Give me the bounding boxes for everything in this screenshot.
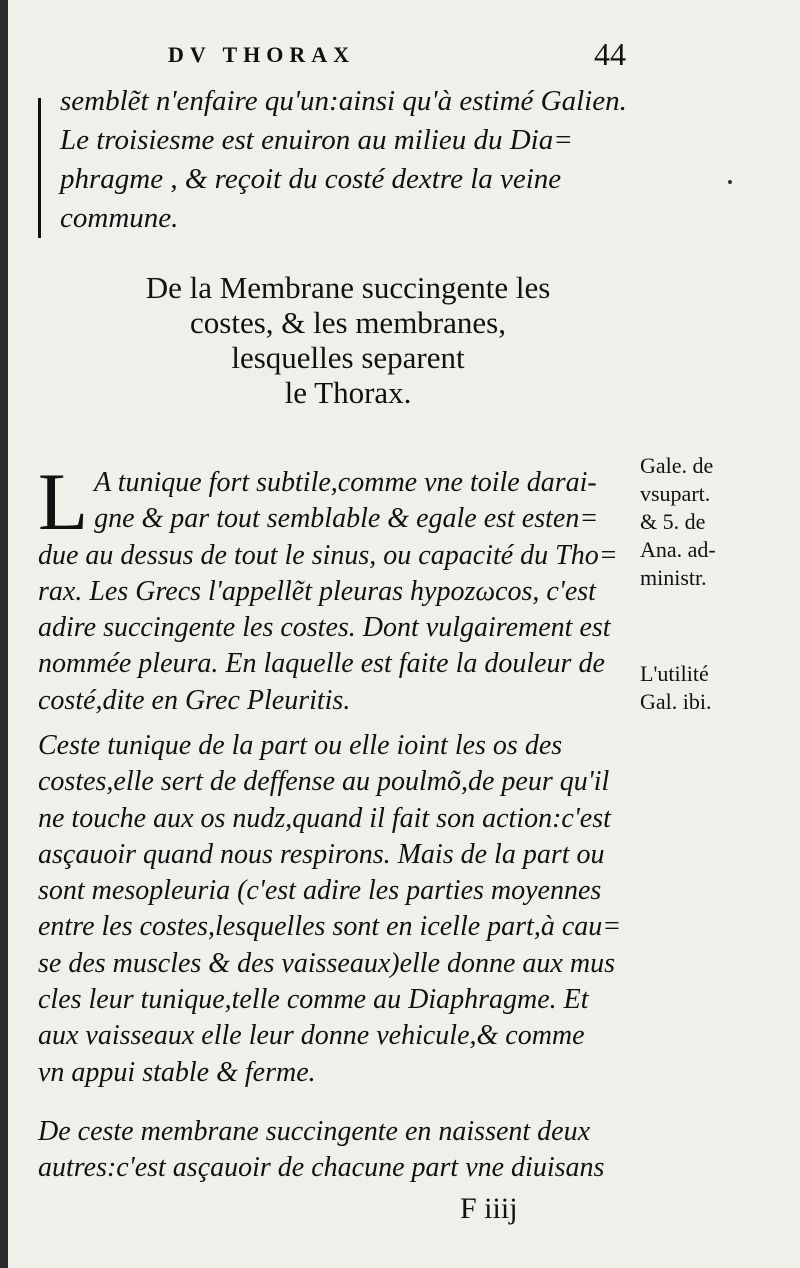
text-line: sont mesopleuria (c'est adire les parties moyennes bbox=[38, 875, 602, 907]
text-line: commune. bbox=[60, 202, 179, 234]
section-heading bbox=[88, 270, 608, 410]
text-line: De ceste membrane succingente en naissent deux bbox=[38, 1116, 591, 1147]
paragraph-1 bbox=[38, 456, 648, 719]
text-line: entre les costes,lesquelles sont en icelle part,à cau= bbox=[38, 911, 622, 943]
text-line: asçauoir quand nous respirons. Mais de la part ou bbox=[38, 838, 605, 870]
text-line: costes,elle sert de deffense au poulmõ,de peur qu'il bbox=[38, 766, 610, 798]
text-line: phragme , & reçoit du costé dextre la veine bbox=[60, 163, 562, 195]
text-line: costé,dite en Grec Pleuritis. bbox=[38, 684, 351, 716]
page-number: 44 bbox=[594, 36, 626, 72]
margin-note-utility bbox=[640, 660, 790, 716]
text-line: nommée pleura. En laquelle est faite la douleur de bbox=[38, 648, 605, 680]
heading-line: costes, & les membranes, bbox=[190, 305, 506, 340]
note-line: Ana. ad- bbox=[640, 537, 716, 562]
text-line: adire succingente les costes. Dont vulgairement est bbox=[38, 612, 611, 644]
text-line: semblẽt n'enfaire qu'un:ainsi qu'à estimé Galien. bbox=[60, 85, 627, 117]
drop-cap: L bbox=[38, 456, 89, 547]
note-line: Gale. de bbox=[640, 453, 714, 478]
running-title: DV THORAX bbox=[168, 42, 356, 67]
heading-line: le Thorax. bbox=[284, 375, 412, 410]
text-line: gne & par tout semblable & egale est esten= bbox=[94, 503, 599, 535]
text-line: autres:c'est asçauoir de chacune part vne diuisans bbox=[38, 1152, 605, 1184]
margin-note-galen bbox=[640, 452, 790, 592]
text-line: aux vaisseaux elle leur donne vehicule,& comme bbox=[38, 1020, 585, 1052]
note-line: ministr. bbox=[640, 565, 707, 590]
text-line: rax. Les Grecs l'appellẽt pleuras hypozωcos, c'est bbox=[38, 575, 596, 607]
heading-line: lesquelles separent bbox=[231, 340, 465, 375]
ink-mark bbox=[728, 180, 732, 184]
text-line: A tunique fort subtile,comme vne toile darai- bbox=[94, 467, 597, 498]
intro-text bbox=[60, 82, 660, 238]
paragraph-3 bbox=[38, 1114, 648, 1187]
text-line: Le troisiesme est enuiron au milieu du Dia= bbox=[60, 124, 573, 156]
text-line: due au dessus de tout le sinus, ou capacité du Tho= bbox=[38, 539, 618, 571]
note-line: & 5. de bbox=[640, 509, 706, 534]
text-line: vn appui stable & ferme. bbox=[38, 1056, 316, 1088]
text-line: se des muscles & des vaisseaux)elle donne aux mus bbox=[38, 947, 615, 979]
text-line: Ceste tunique de la part ou elle ioint les os des bbox=[38, 730, 563, 761]
text-line: cles leur tunique,telle comme au Diaphragme. Et bbox=[38, 984, 589, 1016]
signature-mark: F iiij bbox=[460, 1192, 518, 1225]
note-line: vsupart. bbox=[640, 481, 711, 506]
text-line: ne touche aux os nudz,quand il fait son action:c'est bbox=[38, 802, 611, 834]
heading-line: De la Membrane succingente les bbox=[145, 270, 551, 305]
margin-rule bbox=[38, 98, 41, 238]
book-page bbox=[8, 0, 800, 1268]
note-line: L'utilité bbox=[640, 661, 709, 686]
note-line: Gal. ibi. bbox=[640, 689, 712, 714]
paragraph-2 bbox=[38, 728, 648, 1091]
